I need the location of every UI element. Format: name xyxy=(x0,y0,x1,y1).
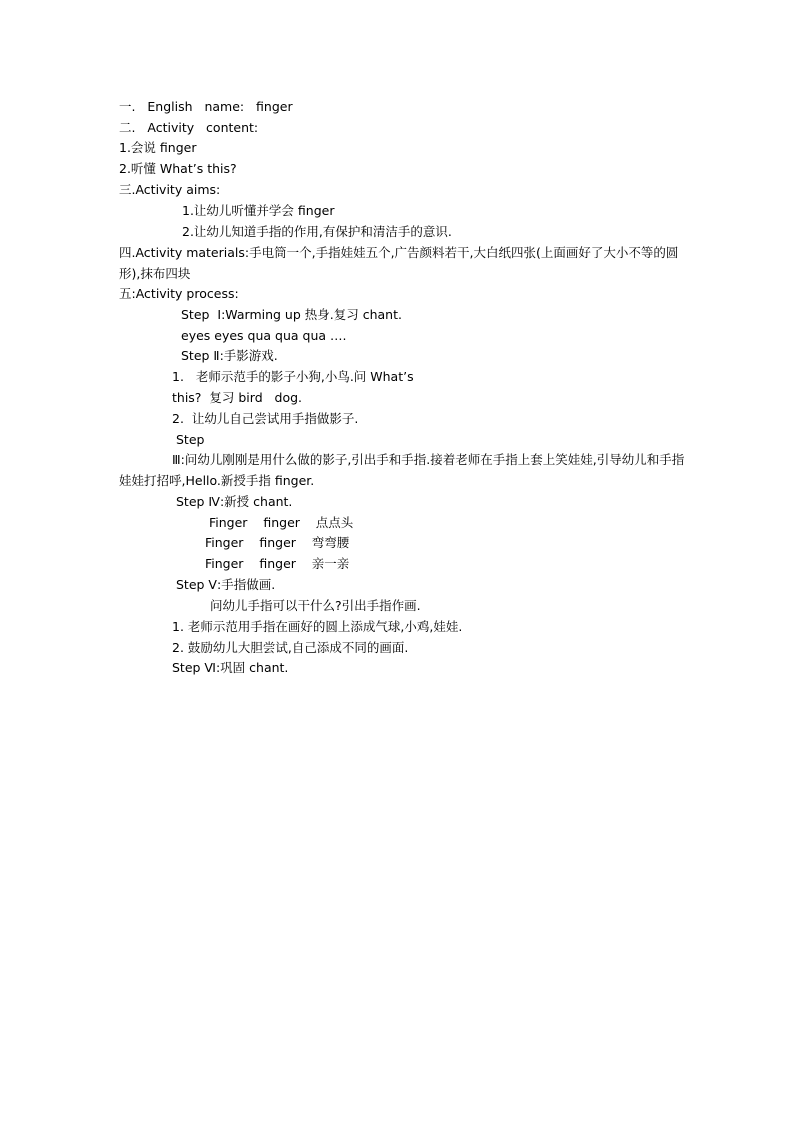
step-3-text-continued: 娃娃打招呼,Hello.新授手指 finger. xyxy=(119,473,315,488)
content-item-1: 1.会说 finger xyxy=(119,140,197,155)
chant-line-3: Finger finger 亲一亲 xyxy=(205,556,350,571)
aim-item-1: 1.让幼儿听懂并学会 finger xyxy=(182,203,335,218)
step-3-label: Step xyxy=(176,432,205,447)
aim-item-2: 2.让幼儿知道手指的作用,有保护和清洁手的意识. xyxy=(182,224,452,239)
step-5-item-1: 1. 老师示范用手指在画好的圆上添成气球,小鸡,娃娃. xyxy=(172,619,463,634)
step-3-text: Ⅲ:问幼儿刚刚是用什么做的影子,引出手和手指.接着老师在手指上套上笑娃娃,引导幼儿和手指 xyxy=(172,452,685,467)
heading-activity-content: 二. Activity content: xyxy=(119,120,259,135)
step-2-item-2: 2. 让幼儿自己尝试用手指做影子. xyxy=(172,411,359,426)
content-item-2: 2.听懂 What’s this? xyxy=(119,161,237,176)
step-1-title: Step Ⅰ:Warming up 热身.复习 chant. xyxy=(181,307,402,322)
chant-line-1: Finger finger 点点头 xyxy=(209,515,354,530)
step-1-chant: eyes eyes qua qua qua …. xyxy=(181,328,347,343)
step-4-title: Step Ⅳ:新授 chant. xyxy=(176,494,293,509)
heading-activity-process: 五:Activity process: xyxy=(119,286,239,301)
step-2-title: Step Ⅱ:手影游戏. xyxy=(181,348,278,363)
step-5-item-2: 2. 鼓励幼儿大胆尝试,自己添成不同的画面. xyxy=(172,640,409,655)
step-5-title: Step Ⅴ:手指做画. xyxy=(176,577,276,592)
step-2-item-1: 1. 老师示范手的影子小狗,小鸟.问 What’s xyxy=(172,369,414,384)
heading-activity-aims: 三.Activity aims: xyxy=(119,182,221,197)
step-6-title: Step Ⅵ:巩固 chant. xyxy=(172,660,289,675)
step-5-question: 问幼儿手指可以干什么?引出手指作画. xyxy=(210,598,421,613)
materials-continued: 形),抹布四块 xyxy=(119,266,191,281)
chant-line-2: Finger finger 弯弯腰 xyxy=(205,535,350,550)
heading-english-name: 一. English name: finger xyxy=(119,99,293,114)
heading-activity-materials: 四.Activity materials:手电筒一个,手指娃娃五个,广告颜料若干,大白纸四张(上面画好了大小不等的圆 xyxy=(119,245,679,260)
step-2-item-1-continued: this? 复习 bird dog. xyxy=(172,390,303,405)
